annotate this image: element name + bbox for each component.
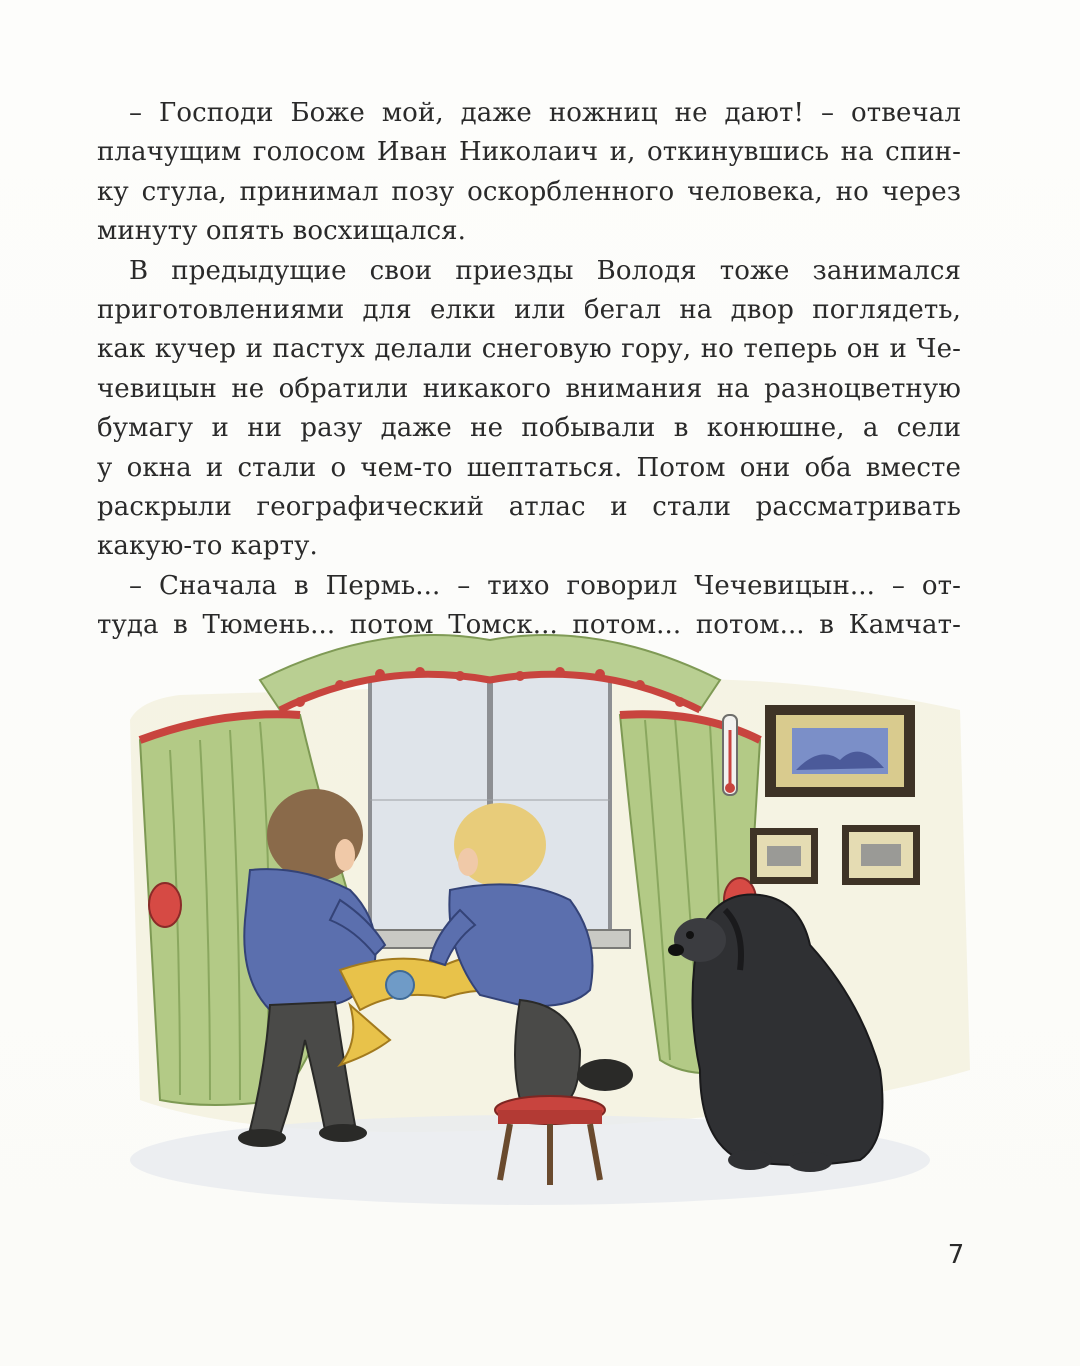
text-line: плачущим голосом Иван Николаич и, откинувшись на спин- [97, 137, 961, 168]
text-line: ку стула, принимал позу оскорбленного человека, но через [97, 176, 961, 207]
picture-frame-large [765, 705, 915, 797]
picture-frame-small-right [842, 825, 920, 885]
text-line: минуту опять восхищался. [97, 216, 466, 247]
text-line: бумагу и ни разу даже не побывали в конюшне, а сели [97, 413, 961, 444]
body-text [97, 94, 961, 645]
picture-frame-small-left [750, 828, 818, 884]
text-line: приготовлениями для елки или бегал на двор поглядеть, [97, 294, 961, 325]
text-line: у окна и стали о чем-то шептаться. Потом они оба вместе [97, 452, 961, 483]
text-line: раскрыли географический атлас и стали рассматривать [97, 491, 961, 522]
text-line: – Господи Боже мой, даже ножниц не дают! – отвечал [129, 98, 961, 128]
thermometer [723, 715, 737, 795]
text-line: В предыдущие свои приезды Володя тоже занимался [129, 255, 961, 286]
page-number: 7 [947, 1240, 965, 1270]
text-line: как кучер и пастух делали снеговую гору, но теперь он и Че- [97, 334, 961, 365]
illustration-boys-at-window-with-dog [100, 600, 980, 1220]
text-line: туда в Тюмень... потом Томск... потом... потом... в Камчат- [97, 610, 961, 641]
text-line: – Сначала в Пермь... – тихо говорил Чечевицын... – от- [129, 570, 961, 601]
text-line: чевицын не обратили никакого внимания на разноцветную [97, 373, 961, 404]
text-line: какую-то карту. [97, 531, 318, 562]
